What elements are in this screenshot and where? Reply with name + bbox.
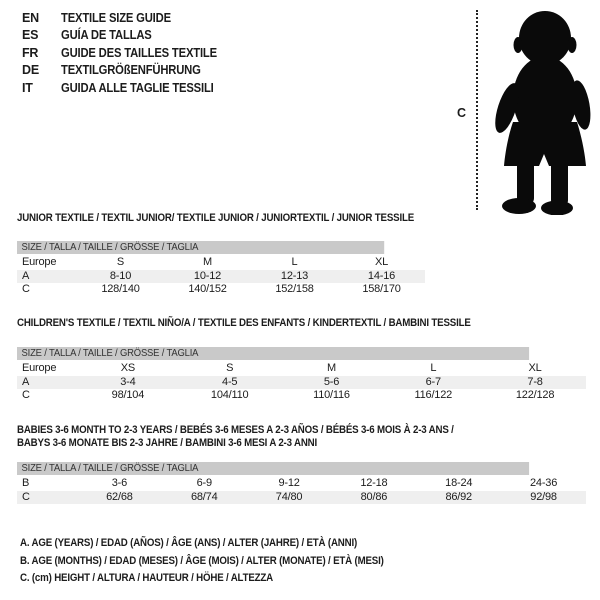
row-label: C <box>22 490 30 503</box>
table-cell: M <box>327 362 336 374</box>
table-cell: 3-4 <box>120 375 136 388</box>
table-cell: 110/116 <box>313 389 350 401</box>
table-cell: XL <box>374 256 389 268</box>
lang-title: TEXTILE SIZE GUIDE <box>61 10 171 25</box>
language-title-list <box>22 9 234 97</box>
lang-code: ES <box>22 28 39 43</box>
table-row <box>17 376 586 390</box>
junior-size-table-section <box>17 212 425 297</box>
size-table <box>17 347 586 403</box>
table-cell: 98/104 <box>111 389 145 401</box>
table-cell: 116/122 <box>414 389 453 401</box>
table-cell: XS <box>120 362 136 374</box>
table-cell: 128/140 <box>101 283 140 295</box>
table-title-line: BABIES 3-6 MONTH TO 2-3 YEARS / BEBÉS 3-6 MESES A 2-3 AÑOS / BÉBÉS 3-6 MOIS À 2-3 ANS / <box>17 424 454 436</box>
table-title-line: BABYS 3-6 MONATE BIS 2-3 JAHRE / BAMBINI 3-6 MESI A 2-3 ANNI <box>17 437 318 449</box>
size-header-bar: SIZE / TALLA / TAILLE / GRÖSSE / TAGLIA <box>17 347 529 360</box>
size-table <box>17 462 586 504</box>
size-header-bar: SIZE / TALLA / TAILLE / GRÖSSE / TAGLIA <box>17 241 384 254</box>
table-cell: 7-8 <box>527 375 543 388</box>
table-cell: 14-16 <box>367 269 396 282</box>
table-cell: 12-18 <box>360 477 388 489</box>
table-cell: 12-13 <box>280 269 309 282</box>
lang-title: GUIDE DES TAILLES TEXTILE <box>61 45 217 60</box>
table-cell: 3-6 <box>111 477 128 489</box>
legend <box>20 535 424 588</box>
babies-size-table-section <box>17 424 586 504</box>
measure-c-label: C <box>457 106 466 120</box>
table-row <box>17 256 425 270</box>
row-label: A <box>22 375 30 388</box>
table-title-line: CHILDREN'S TEXTILE / TEXTIL NIÑO/A / TEXTILE DES ENFANTS / KINDERTEXTIL / BAMBINI TESSILE <box>17 317 471 329</box>
height-dotted-line <box>476 10 478 210</box>
table-cell: 9-12 <box>278 477 300 489</box>
table-cell: 158/170 <box>362 283 401 295</box>
row-label: C <box>22 389 30 401</box>
row-label: Europe <box>22 362 57 374</box>
table-cell: 92/98 <box>530 490 557 503</box>
table-title-line: JUNIOR TEXTILE / TEXTIL JUNIOR/ TEXTILE JUNIOR / JUNIORTEXTIL / JUNIOR TESSILE <box>17 212 415 224</box>
size-header-bar: SIZE / TALLA / TAILLE / GRÖSSE / TAGLIA <box>17 462 529 475</box>
table-title <box>17 212 425 225</box>
legend-line-b: B. AGE (MONTHS) / EDAD (MESES) / ÂGE (MOIS) / ALTER (MONATE) / ETÀ (MESI) <box>20 554 384 567</box>
table-cell: 6-7 <box>425 375 441 388</box>
table-cell: 80/86 <box>360 490 388 503</box>
lang-row-fr <box>22 44 234 62</box>
height-measure-figure <box>455 8 597 218</box>
lang-code: EN <box>22 10 39 25</box>
table-cell: L <box>430 362 437 374</box>
table-cell: 24-36 <box>529 477 558 489</box>
children-size-table-section <box>17 317 586 403</box>
table-row <box>17 362 586 376</box>
table-cell: XL <box>528 362 542 374</box>
table-cell: 140/152 <box>188 283 227 295</box>
lang-code: FR <box>22 45 39 60</box>
table-row <box>17 491 586 505</box>
row-label: C <box>22 283 30 295</box>
table-cell: 8-10 <box>109 269 132 282</box>
table-cell: 62/68 <box>106 490 133 503</box>
lang-code: DE <box>22 63 39 78</box>
lang-code: IT <box>22 80 33 95</box>
table-cell: 74/80 <box>275 490 303 503</box>
table-cell: 10-12 <box>193 269 222 282</box>
table-row <box>17 283 425 297</box>
row-label: B <box>22 477 30 489</box>
table-cell: 6-9 <box>196 477 212 489</box>
table-body <box>17 256 425 297</box>
table-title <box>17 317 586 330</box>
table-cell: 86/92 <box>445 490 472 503</box>
table-cell: S <box>226 362 234 374</box>
lang-row-de <box>22 62 234 80</box>
table-cell: 4-5 <box>222 375 238 388</box>
toddler-silhouette-icon <box>485 10 595 215</box>
row-label: A <box>22 269 30 282</box>
table-row <box>17 389 586 403</box>
lang-row-es <box>22 27 234 45</box>
table-cell: 122/128 <box>515 389 555 401</box>
table-cell: S <box>116 256 125 268</box>
table-cell: 18-24 <box>445 477 473 489</box>
table-title <box>17 424 586 450</box>
legend-line-a: A. AGE (YEARS) / EDAD (AÑOS) / ÂGE (ANS) / ALTER (JAHRE) / ETÀ (ANNI) <box>20 537 358 549</box>
table-cell: M <box>203 256 212 268</box>
table-cell: 5-6 <box>323 375 340 388</box>
lang-title: GUIDA ALLE TAGLIE TESSILI <box>61 80 214 95</box>
row-label: Europe <box>22 256 57 268</box>
lang-row-it <box>22 79 234 97</box>
table-cell: 68/74 <box>190 490 218 503</box>
table-row <box>17 477 586 491</box>
lang-row-en <box>22 9 234 27</box>
table-row <box>17 270 425 284</box>
table-body <box>17 477 586 504</box>
table-cell: 152/158 <box>275 283 314 295</box>
table-cell: L <box>291 256 298 268</box>
table-cell: 104/110 <box>210 389 249 401</box>
lang-title: GUÍA DE TALLAS <box>61 28 152 43</box>
lang-title: TEXTILGRÖßENFÜHRUNG <box>61 63 201 78</box>
size-table <box>17 241 425 297</box>
table-body <box>17 362 586 403</box>
legend-line-c: C. (cm) HEIGHT / ALTURA / HAUTEUR / HÖHE / ALTEZZA <box>20 572 273 584</box>
